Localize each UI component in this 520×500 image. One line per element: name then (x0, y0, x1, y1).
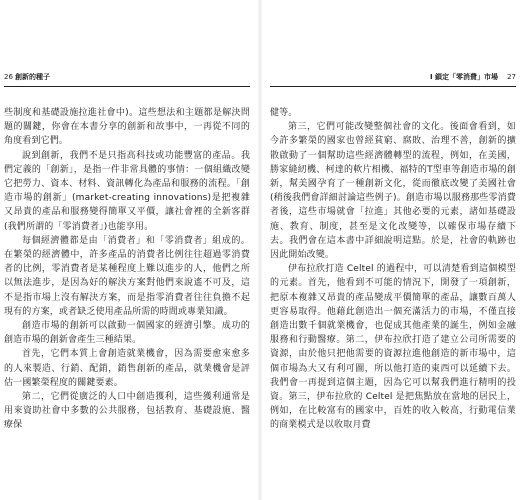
right-running-title: I 鎖定「零消費」市場 (429, 73, 498, 81)
left-running-title: 創新的種子 (15, 73, 50, 81)
left-paragraph: 說到創新，我們不是只指高科技或功能豐富的產品。我們定義的「創新」，是指一件非常具體的事情：一個組織改變它把勞力、資本、材料、資訊轉化為產品和服務的流程。「創造市場的創新」(market-creating innovations)是把複雜又昂貴的產品和服務變得簡單又平價，讓社會裡的全新客群(我們所謂的「零消費者」)也能享用。 (4, 150, 250, 232)
left-paragraph: 些制度和基礎設施拉進社會中)。這些想法和主題都是解決問題的關鍵，你會在本書分享的創新和故事中，一再從不同的角度看到它們。 (4, 108, 250, 147)
right-paragraph: 第三，它們可能改變整個社會的文化。後面會看到，如今許多繁榮的國家也曾經貧窮、腐敗、治理不善，創新的擴散啟動了一個幫助這些經濟體轉型的流程，例如，在美國，勝家縫紉機、柯達的軟片相機、福特的T型車等創造市場的創新，幫美國孕育了一種創新文化，從而徹底改變了美國社會(稍後我們會詳細討論這些例子)。創造市場以服務那些零消費者後，這些市場就會「拉進」其他必要的元素，諸如基礎設施、教育、制度，甚至是文化改變等，以確保市場存續下去。我們會在這本書中詳細說明這點。於是，社會的軌跡也因此開始改變。 (270, 122, 516, 261)
left-page-body (4, 106, 250, 433)
right-page-number: 27 (507, 73, 516, 81)
book-gutter (257, 0, 263, 500)
left-header-rule (4, 86, 250, 87)
left-paragraph: 首先，它們本質上會創造就業機會，因為需要愈來愈多的人來製造、行銷、配銷，銷售創新的產品，就業機會是評估一國繁榮程度的關鍵要素。 (4, 349, 250, 388)
right-page-body (270, 106, 516, 433)
right-page-header (270, 71, 516, 83)
left-page-header (4, 71, 250, 83)
right-page (270, 0, 516, 500)
left-page (4, 0, 250, 500)
right-paragraph: 伊布拉欣打造 Celtel 的過程中，可以清楚看到這個模型的元素。首先，他看到不可能的情況下，開發了一項創新，把原本複雜又昂貴的產品變成平價簡單的產品，讓數百萬人更容易取得。他藉此創造出一個充滿活力的市場，不僅直接創造出數千個就業機會，也促成其他產業的誕生，例如金融服務和行動醫療。第二，伊布拉欣打造了建立公司所需要的資源，由於他只把他需要的資源拉進他創造的新市場中，這個市場為大又有利可圖，所以他打造的東西可以延續下去。我們會一再提到這個主題，因為它可以幫我們進行精明的投資。第三，伊布拉欣的 Celtel 是把焦點放在當地的居民上，例如，在比較富有的國家中，百姓的收入較高，行動電信業的商業模式是以收取月費 (270, 264, 516, 431)
left-paragraph: 創造市場的創新可以啟動一個國家的經濟引擎。成功的創造市場的創新會產生三種結果。 (4, 321, 250, 346)
right-paragraph: 健等。 (270, 108, 298, 118)
left-paragraph: 每個經濟體都是由「消費者」和「零消費者」組成的。在繁榮的經濟體中，許多產品的消費者比例往往超過零消費者的比例，零消費者是某種程度上難以進步的人，他們之所以無法進步，是因為好的解決方案對他們來說遙不可及，這不是指市場上沒有解決方案，而是指零消費者往往負擔不起現有的方案，或者缺乏使用產品所需的時間或專業知識。 (4, 235, 250, 317)
right-header-rule (270, 86, 516, 87)
left-page-number: 26 (4, 73, 13, 81)
left-paragraph: 第二，它們從廣泛的人口中創造獲利，這些獲利通常是用來資助社會中多數的公共服務，包括教育、基礎設施、醫療保 (4, 392, 250, 431)
